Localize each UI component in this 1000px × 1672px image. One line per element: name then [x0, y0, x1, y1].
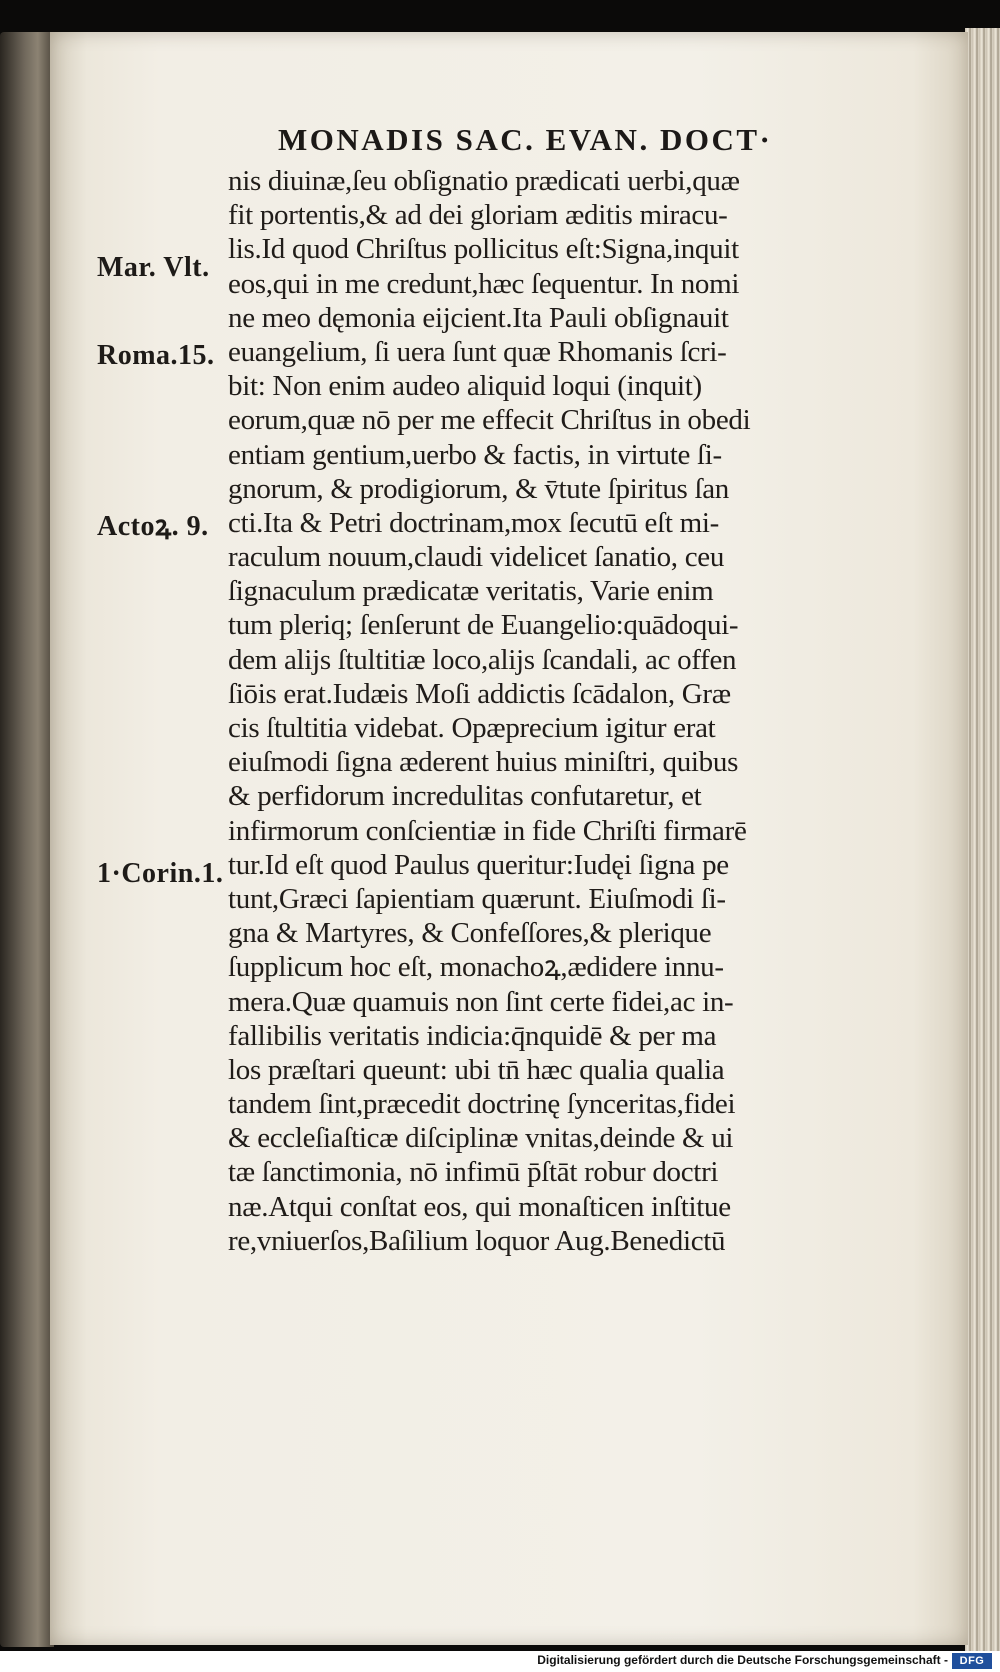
dfg-logo: DFG: [952, 1653, 992, 1669]
text-line: entiam gentium,uerbo & factis, in virtute ſi-: [228, 438, 722, 471]
text-line: tum pleriq; ſenſerunt de Euangelio:quādoqui-: [228, 609, 739, 642]
text-line: tæ ſanctimonia, nō infimū p̄ſtāt robur doctri: [228, 1156, 719, 1189]
text-line: næ.Atqui conſtat eos, qui monaſticen inſtitue: [228, 1190, 731, 1223]
text-line: gnorum, & prodigiorum, & v̄tute ſpiritus ſan: [228, 472, 730, 505]
text-line: nis diuinæ,ſeu obſignatio prædicati uerbi,quæ: [228, 165, 740, 197]
text-line: cis ſtultitia videbat. Opæprecium igitur erat: [228, 712, 716, 744]
text-line: mera.Quæ quamuis non ſint certe fidei,ac in-: [228, 985, 734, 1018]
text-line: euangelium, ſi uera ſunt quæ Rhomanis ſcri-: [228, 335, 727, 368]
text-line: tandem ſint,præcedit doctrinę ſynceritas,fidei: [228, 1088, 736, 1121]
text-line: & perfidorum incredulitas confutaretur, et: [228, 780, 702, 813]
book-back-cover-edge: [0, 32, 54, 1647]
page-stack-edge: [965, 28, 1000, 1653]
text-line: los præſtari queunt: ubi tn̄ hæc qualia qualia: [228, 1053, 725, 1086]
text-line: ſupplicum hoc eſt, monachoꝝ,ædidere innu-: [228, 951, 724, 984]
text-line: raculum nouum,claudi videlicet ſanatio, ceu: [228, 541, 725, 574]
text-line: & eccleſiaſticæ diſciplinæ vnitas,deinde & ui: [228, 1122, 734, 1155]
margin-note-corinthians: 1·Corin.1.: [97, 858, 224, 889]
text-line: eorum,quæ nō per me effecit Chriſtus in obedi: [228, 404, 751, 437]
margin-note-romans: Roma.15.: [97, 340, 215, 371]
footer-bar: [0, 1651, 1000, 1672]
margin-note-acts: Actoꝝ. 9.: [97, 511, 209, 542]
running-header: MONADIS SAC. EVAN. DOCT·: [278, 122, 773, 157]
text-line: ſiōis erat.Iudæis Moſi addictis ſcādalon, Græ: [228, 677, 731, 710]
text-line: fallibilis veritatis indicia:q̄nquidē & per ma: [228, 1019, 717, 1052]
text-line: tur.Id eſt quod Paulus queritur:Iudęi ſigna pe: [228, 848, 729, 881]
text-line: gna & Martyres, & Confeſſores,& plerique: [228, 917, 712, 950]
text-line: cti.Ita & Petri doctrinam,mox ſecutū eſt mi-: [228, 506, 719, 539]
text-line: ne meo dęmonia eijcient.Ita Pauli obſignauit: [228, 301, 729, 334]
margin-note-mark: Mar. Vlt.: [97, 252, 210, 283]
text-line: lis.Id quod Chriſtus pollicitus eſt:Signa,inquit: [228, 233, 739, 266]
text-line: bit: Non enim audeo aliquid loqui (inquit): [228, 370, 702, 403]
text-line: tunt,Græci ſapientiam quærunt. Eiuſmodi ſi-: [228, 882, 726, 915]
funding-credit: Digitalisierung gefördert durch die Deutsche Forschungsgemeinschaft -: [537, 1653, 948, 1667]
text-line: eiuſmodi ſigna æderent huius miniſtri, quibus: [228, 746, 739, 779]
text-line: fit portentis,& ad dei gloriam æditis miracu-: [228, 199, 728, 232]
text-line: dem alijs ſtultitiæ loco,alijs ſcandali, ac offen: [228, 643, 737, 676]
text-line: re,vniuerſos,Baſilium loquor Aug.Benedictū: [228, 1224, 726, 1257]
text-line: eos,qui in me credunt,hæc ſequentur. In nomi: [228, 267, 740, 300]
text-line: ſignaculum prædicatæ veritatis, Varie enim: [228, 575, 714, 608]
body-text: [228, 164, 920, 1258]
text-line: infirmorum conſcientiæ in fide Chriſti firmarē: [228, 814, 747, 847]
